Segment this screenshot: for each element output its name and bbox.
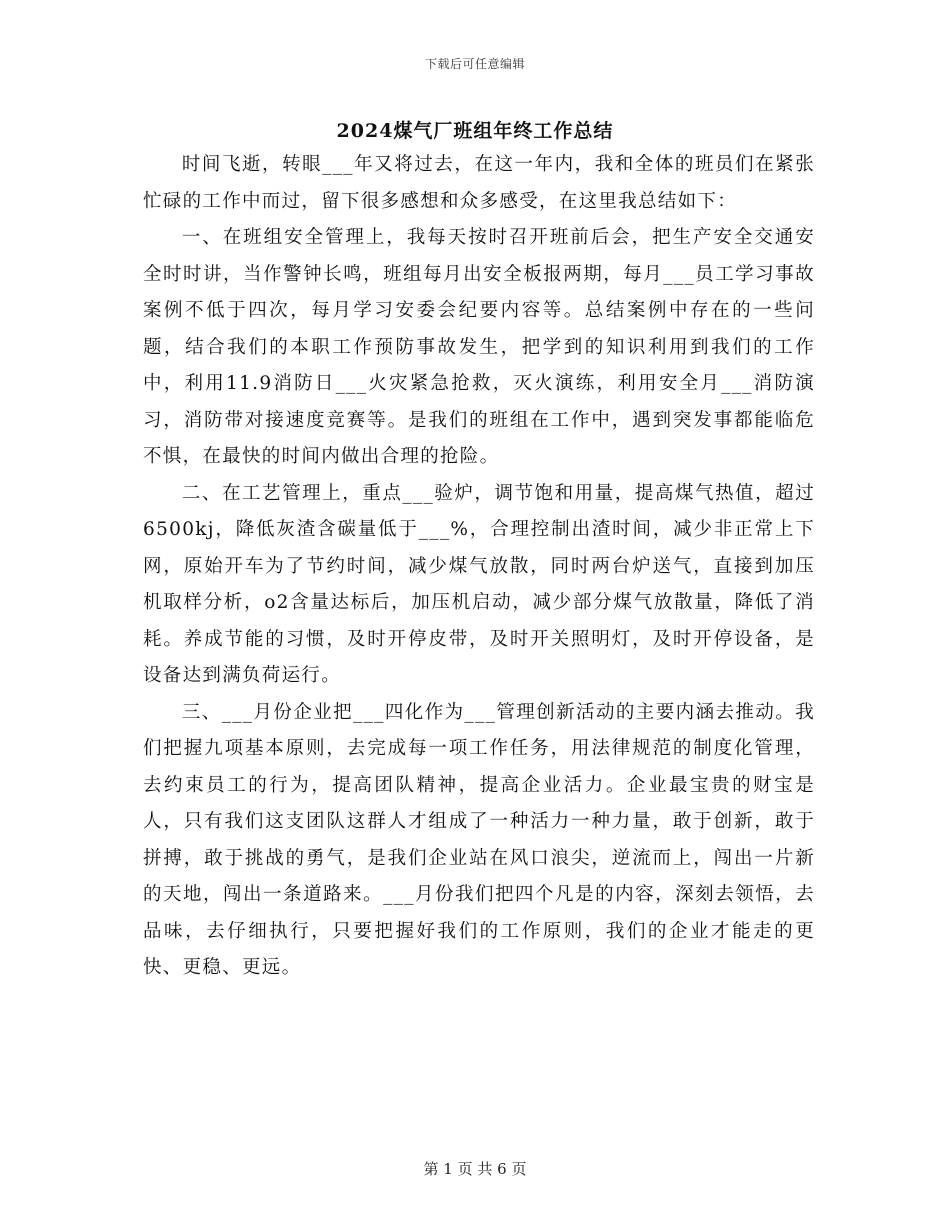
- paragraph-management-innovation: 三、___月份企业把___四化作为___管理创新活动的主要内涵去推动。我们把握九项基本原则，去完成每一项工作任务，用法律规范的制度化管理，去约束员工的行为，提高团队精神，提高企业活力。企业最宝贵的财宝是人，只有我们这支团队这群人才组成了一种活力一种力量，敢于创新，敢于拼搏，敢于挑战的勇气，是我们企业站在风口浪尖，逆流而上，闯出一片新的天地，闯出一条道路来。___月份我们把四个凡是的内容，深刻去领悟，去品味，去仔细执行，只要把握好我们的工作原则，我们的企业才能走的更快、更稳、更远。: [143, 701, 815, 978]
- paragraph-safety-management: 一、在班组安全管理上，我每天按时召开班前后会，把生产安全交通安全时时讲，当作警钟长鸣，班组每月出安全板报两期，每月___员工学习事故案例不低于四次，每月学习安委会纪要内容等。总结案例中存在的一些问题，结合我们的本职工作预防事故发生，把学到的知识利用到我们的工作中，利用11.9消防日___火灾紧急抢救，灭火演练，利用安全月___消防演习，消防带对接速度竞赛等。是我们的班组在工作中，遇到突发事都能临危不惧，在最快的时间内做出合理的抢险。: [143, 227, 815, 467]
- paragraph-intro: 时间飞逝，转眼___年又将过去，在这一年内，我和全体的班员们在紧张忙碌的工作中而过，留下很多感想和众多感受，在这里我总结如下：: [143, 154, 815, 212]
- document-body: [143, 147, 815, 987]
- document-title: 2024煤气厂班组年终工作总结: [336, 120, 614, 142]
- page-number: 第 1 页 共 6 页: [423, 1160, 527, 1178]
- paragraph-process-management: 二、在工艺管理上，重点___验炉，调节饱和用量，提高煤气热值，超过6500kj，降低灰渣含碳量低于___%，合理控制出渣时间，减少非正常上下网，原始开车为了节约时间，减少煤气放散，同时两台炉送气，直接到加压机取样分析，o2含量达标后，加压机启动，减少部分煤气放散量，降低了消耗。养成节能的习惯，及时开停皮带，及时开关照明灯，及时开停设备，是设备达到满负荷运行。: [143, 482, 815, 686]
- header-note: 下载后可任意编辑: [424, 57, 525, 71]
